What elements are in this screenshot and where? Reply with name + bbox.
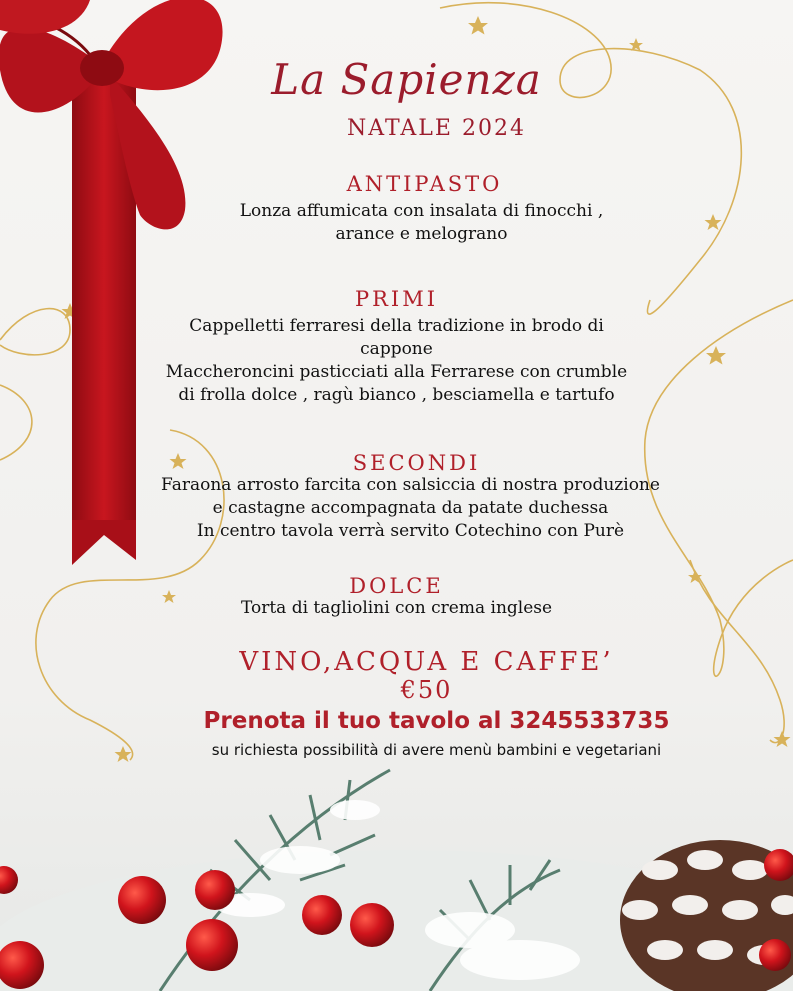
section-heading-secondi: SECONDI [352,451,481,475]
dish-line: cappone [360,339,433,359]
section-heading-primi: PRIMI [354,287,439,311]
menu-subtitle: NATALE 2024 [347,116,526,141]
booking-phone: Prenota il tuo tavolo al 3245533735 [203,708,670,734]
section-heading-antipasto: ANTIPASTO [346,172,503,196]
dish-line: Maccheroncini pasticciati alla Ferrarese con crumble [165,362,628,382]
section-antipasto [0,200,793,246]
dish-line: In centro tavola verrà servito Cotechino con Purè [196,521,625,541]
dish-line: Cappelletti ferraresi della tradizione in brodo di [189,316,604,336]
dish-line: e castagne accompagnata da patate duchessa [212,498,609,518]
section-primi [0,315,793,407]
section-secondi [0,474,793,543]
dish-line: Lonza affumicata con insalata di finocchi , [239,201,604,221]
drinks-included: VINO,ACQUA E CAFFE’ [239,647,614,677]
restaurant-name: La Sapienza [271,55,542,104]
dish-line: di frolla dolce , ragù bianco , besciamella e tartufo [178,385,615,405]
dietary-note: su richiesta possibilità di avere menù bambini e vegetariani [211,741,662,759]
dish-line: Torta di tagliolini con crema inglese [240,598,553,618]
section-heading-dolce: DOLCE [349,574,444,598]
section-dolce [0,597,793,620]
dish-line: arance e melograno [335,224,508,244]
dish-line: Faraona arrosto farcita con salsiccia di nostra produzione [161,475,660,495]
menu-price: €50 [400,676,453,704]
